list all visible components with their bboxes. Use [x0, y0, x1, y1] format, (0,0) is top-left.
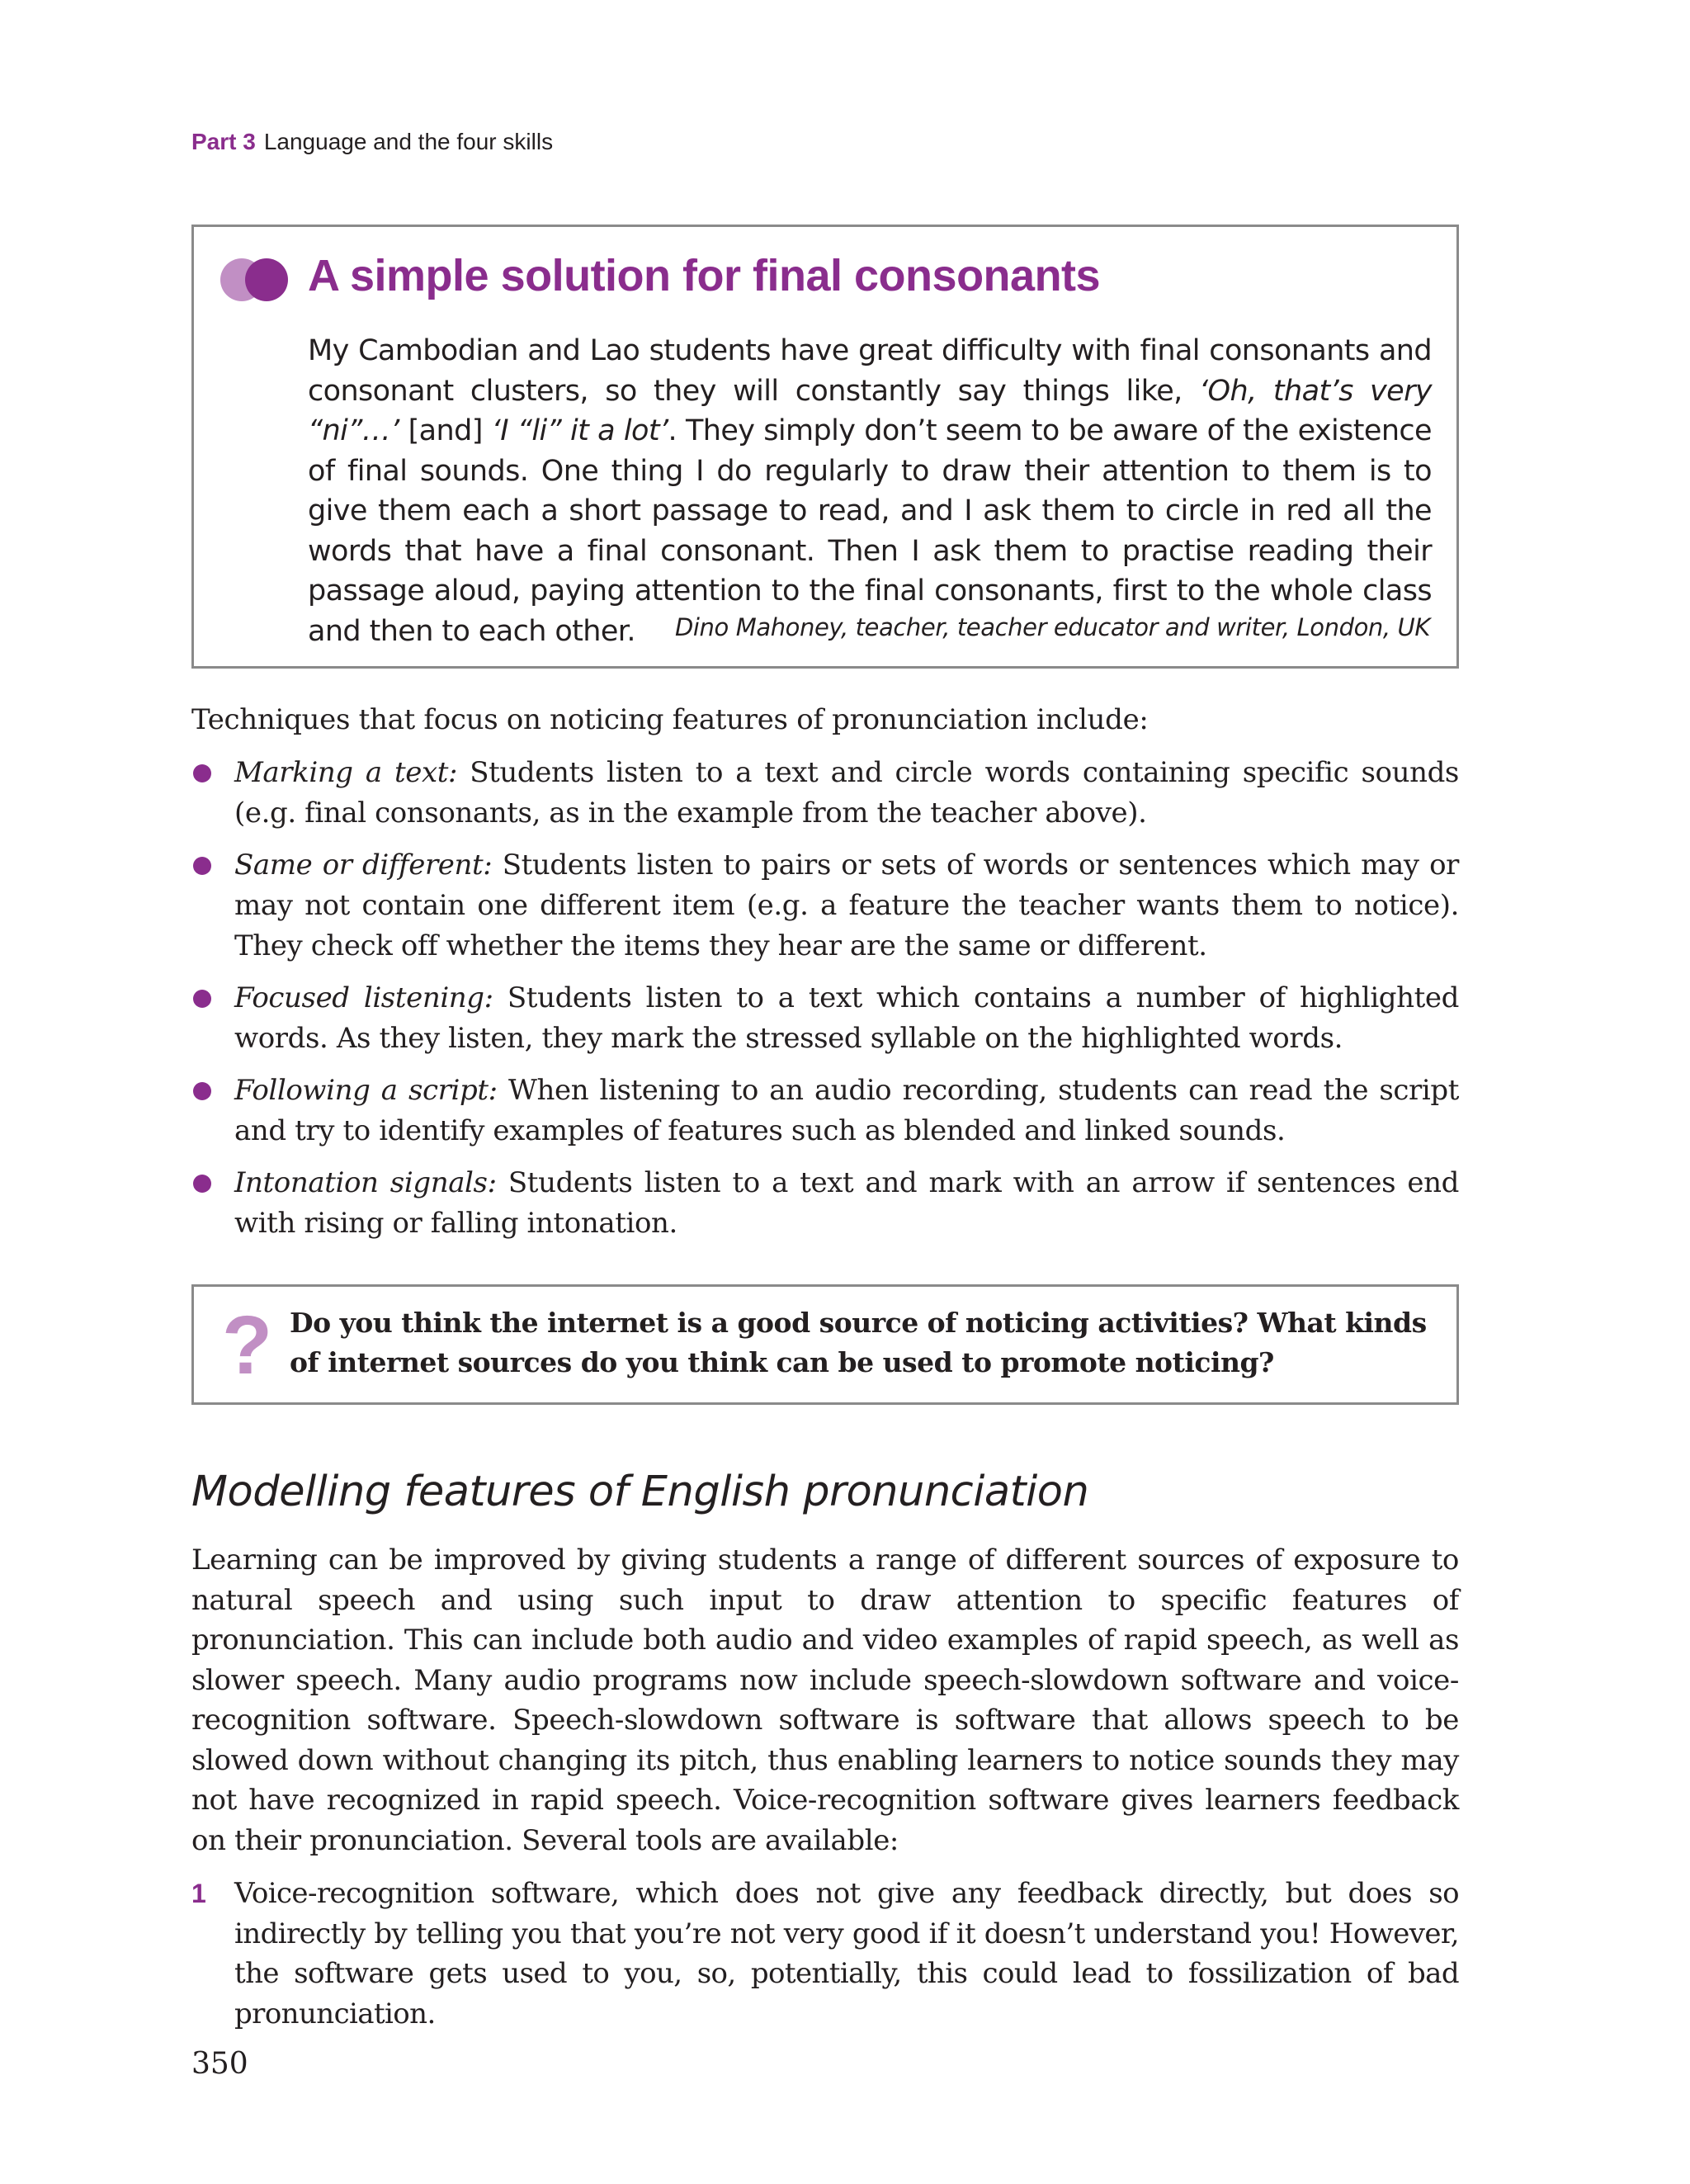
- running-head-title: Language and the four skills: [263, 129, 554, 154]
- list-item: 1 Voice-recognition software, which does not give any feedback directly, but does so indirectly by telling you that you’re not very good if it doesn’t understand you! However, the software gets used to you, so, potentially, this could lead to fossilization of bad pronunciation.: [191, 1874, 1459, 2034]
- list-item: Intonation signals: Students listen to a text and mark with an arrow if sentences end with rising or falling intonation.: [191, 1163, 1459, 1244]
- reflection-question-box: [191, 1284, 1459, 1405]
- bullet-icon: [193, 1082, 211, 1100]
- quote-box-body: My Cambodian and Lao students have great difficulty with final consonants and consonant clusters, so they will constantly say things like, ‘Oh, that’s very “ni”…’ [and] ‘I “li” it a lot’. They simply don’t seem to be aware of the existence of final sounds. One thing I do regularly to draw their attention to them is to give them each a short passage to read, and I ask them to circle in red all the words that have a final consonant. Then I ask them to practise reading their passage aloud, paying attention to the final consonants, first to the whole class and then to each other.: [308, 334, 1433, 648]
- list-item: Marking a text: Students listen to a text and circle words containing specific sounds (e.g. final consonants, as in the example from the teacher above).: [191, 753, 1459, 834]
- list-number: 1: [191, 1879, 206, 1908]
- quote-attribution: Dino Mahoney, teacher, teacher educator and writer, London, UK: [674, 613, 1430, 641]
- bullet-icon: [193, 1175, 211, 1193]
- bullet-icon: [193, 990, 211, 1008]
- bullet-icon: [193, 857, 211, 875]
- section-heading: Modelling features of English pronunciation: [191, 1468, 1089, 1516]
- list-item: Following a script: When listening to an audio recording, students can read the script and try to identify examples of features such as blended and linked sounds.: [191, 1071, 1459, 1151]
- reflection-question-text: Do you think the internet is a good source of noticing activities? What kinds of internet sources do you think can be used to promote noticing?: [290, 1307, 1427, 1378]
- techniques-intro: Techniques that focus on noticing features of pronunciation include:: [191, 703, 1149, 736]
- teacher-quote-box: [191, 225, 1459, 669]
- section-paragraph: Learning can be improved by giving students a range of different sources of exposure to natural speech and using such input to draw attention to specific features of pronunciation. This can include both audio and video examples of rapid speech, as well as slower speech. Many audio programs now include speech-slowdown software and voice-recognition software. Speech-slowdown software is software that allows speech to be slowed down without changing its pitch, thus enabling learners to notice sounds they may not have recognized in rapid speech. Voice-recognition software gives learners feedback on their pronunciation. Several tools are available:: [191, 1543, 1459, 1857]
- quote-box-title: A simple solution for final consonants: [308, 251, 1101, 300]
- running-head: [191, 129, 553, 155]
- page-number: 350: [191, 2047, 248, 2081]
- list-item: Focused listening: Students listen to a text which contains a number of highlighted words. As they listen, they mark the stressed syllable on the highlighted words.: [191, 978, 1459, 1059]
- question-mark-icon: ?: [222, 1299, 273, 1392]
- tools-list: [191, 1874, 1459, 2034]
- techniques-list: [191, 753, 1459, 1255]
- bullet-icon: [193, 764, 211, 782]
- speech-bubbles-icon: [220, 255, 291, 301]
- running-head-part: Part 3: [191, 129, 256, 154]
- list-item: Same or different: Students listen to pairs or sets of words or sentences which may or may not contain one different item (e.g. a feature the teacher wants them to notice). They check off whether the items they hear are the same or different.: [191, 845, 1459, 967]
